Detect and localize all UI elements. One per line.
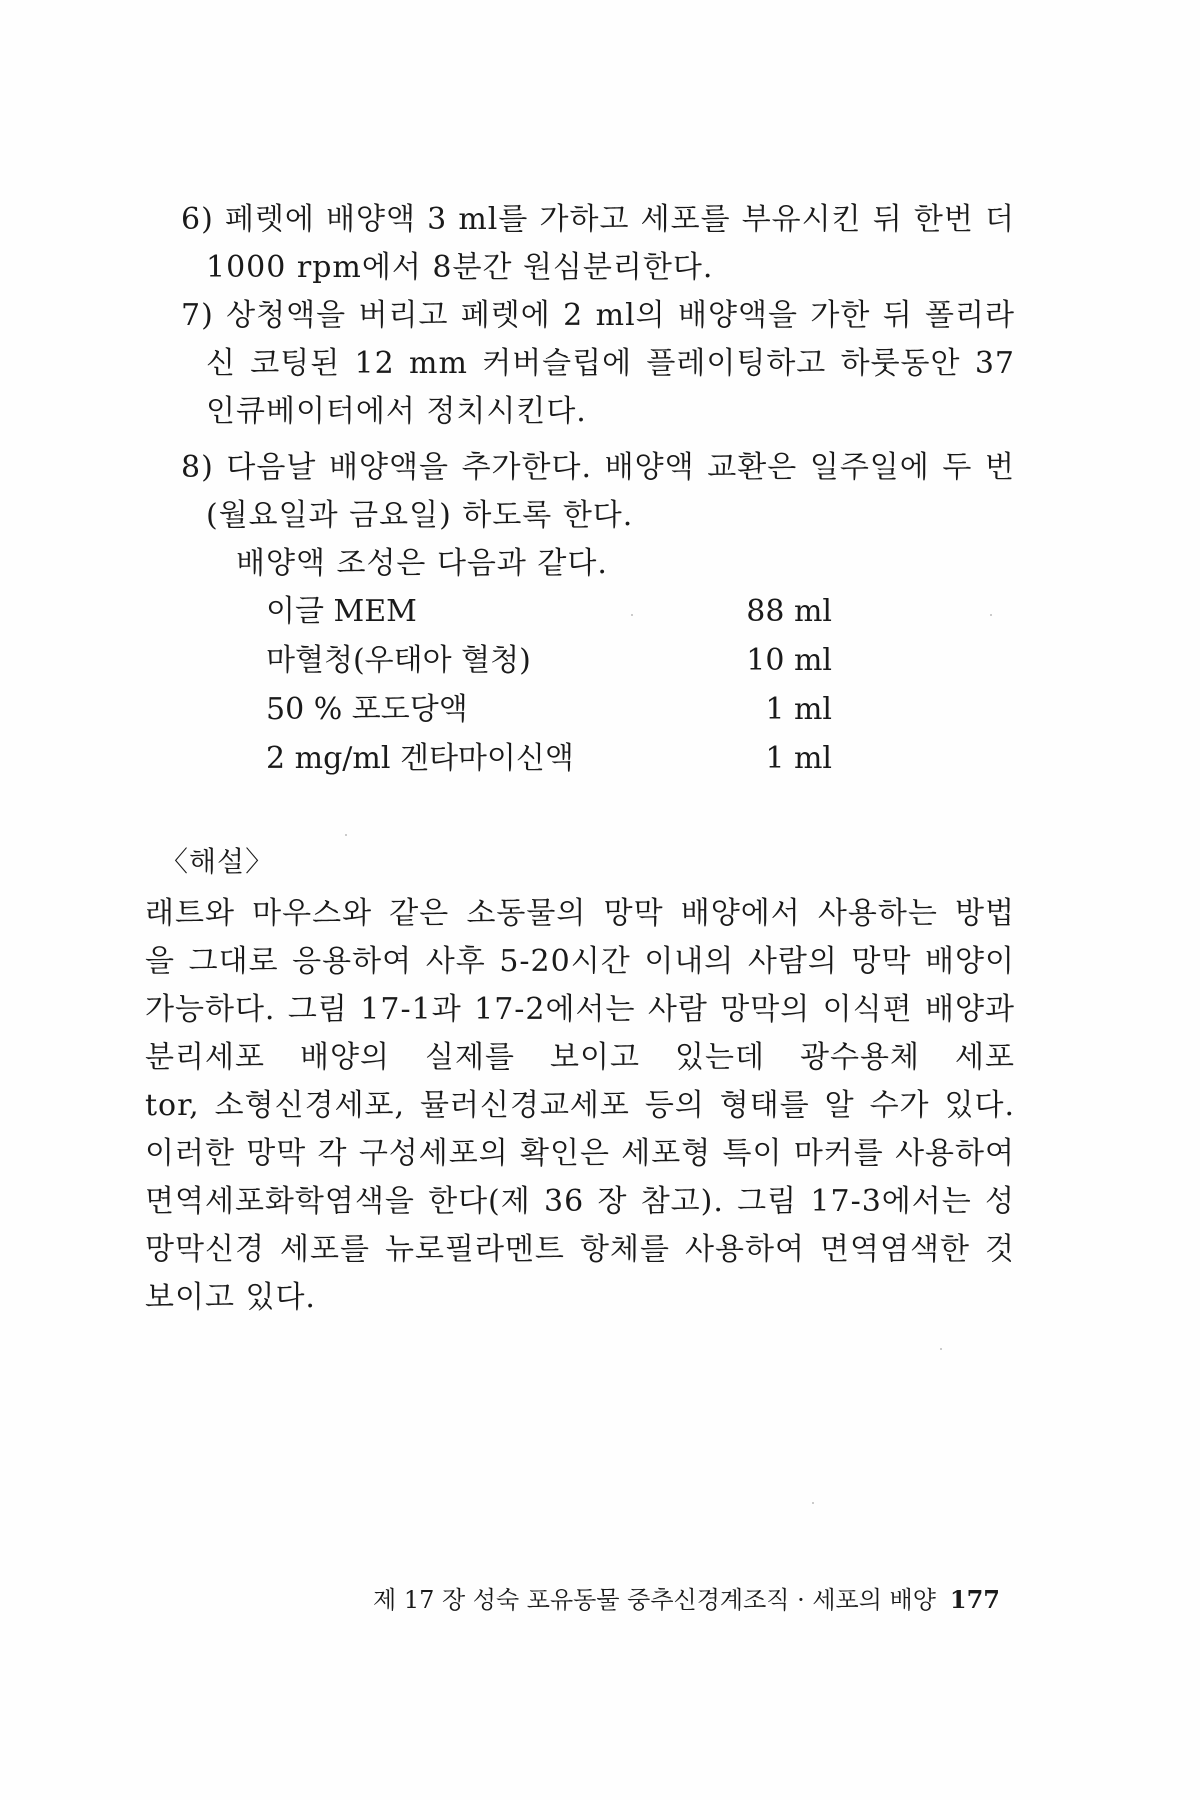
medium-intro: 배양액 조성은 다음과 같다. (236, 546, 608, 581)
commentary-line: 을 그대로 응용하여 사후 5-20시간 이내의 사람의 망막 배양이 (145, 944, 1015, 979)
commentary-line: 보이고 있다. (145, 1280, 316, 1315)
step-7-line-1: 7) 상청액을 버리고 페렛에 2 ml의 배양액을 가한 뒤 폴리라 (181, 298, 1015, 333)
commentary-line: 분리세포 배양의 실제를 보이고 있는데 광수용체 세포 (145, 1040, 1015, 1075)
component-name: 2 mg/ml 겐타마이신액 (266, 741, 574, 776)
commentary-line: 망막신경 세포를 뉴로필라멘트 항체를 사용하여 면역염색한 것 (145, 1232, 1015, 1267)
step-7-line-3: 인큐베이터에서 정치시킨다. (206, 394, 587, 429)
component-name: 이글 MEM (266, 594, 417, 629)
scan-speck (990, 614, 992, 616)
component-name: 50 % 포도당액 (266, 692, 468, 727)
commentary-line: 면역세포화학염색을 한다(제 36 장 참고). 그림 17-3에서는 성 (145, 1184, 1015, 1219)
scan-speck (345, 834, 347, 836)
step-7-line-2: 신 코팅된 12 mm 커버슬립에 플레이팅하고 하룻동안 37 (206, 346, 1015, 381)
commentary-line: 래트와 마우스와 같은 소동물의 망막 배양에서 사용하는 방법 (145, 896, 1015, 931)
commentary-heading: 〈해설〉 (160, 845, 275, 878)
chapter-title: 제 17 장 성숙 포유동물 중추신경계조직 · 세포의 배양 (373, 1586, 936, 1614)
component-amount: 10 ml (746, 643, 832, 678)
component-amount: 88 ml (746, 594, 832, 629)
component-name: 마혈청(우태아 혈청) (266, 643, 531, 678)
step-6-line-1: 6) 페렛에 배양액 3 ml를 가하고 세포를 부유시킨 뒤 한번 더 (181, 202, 1015, 237)
component-amount: 1 ml (765, 692, 832, 727)
commentary-line: 이러한 망막 각 구성세포의 확인은 세포형 특이 마커를 사용하여 (145, 1136, 1015, 1171)
step-8-line-2: (월요일과 금요일) 하도록 한다. (206, 498, 634, 533)
component-amount: 1 ml (765, 741, 832, 776)
commentary-line: tor, 소형신경세포, 뮬러신경교세포 등의 형태를 알 수가 있다. (145, 1088, 1015, 1123)
running-footer (320, 1584, 1000, 1616)
step-8-line-1: 8) 다음날 배양액을 추가한다. 배양액 교환은 일주일에 두 번 (181, 450, 1015, 485)
scan-speck (940, 1348, 942, 1350)
scan-speck (631, 614, 633, 616)
step-6-line-2: 1000 rpm에서 8분간 원심분리한다. (206, 250, 714, 285)
page-number: 177 (949, 1585, 1000, 1614)
commentary-line: 가능하다. 그림 17-1과 17-2에서는 사람 망막의 이식편 배양과 (145, 992, 1015, 1027)
scan-speck (812, 1502, 814, 1504)
